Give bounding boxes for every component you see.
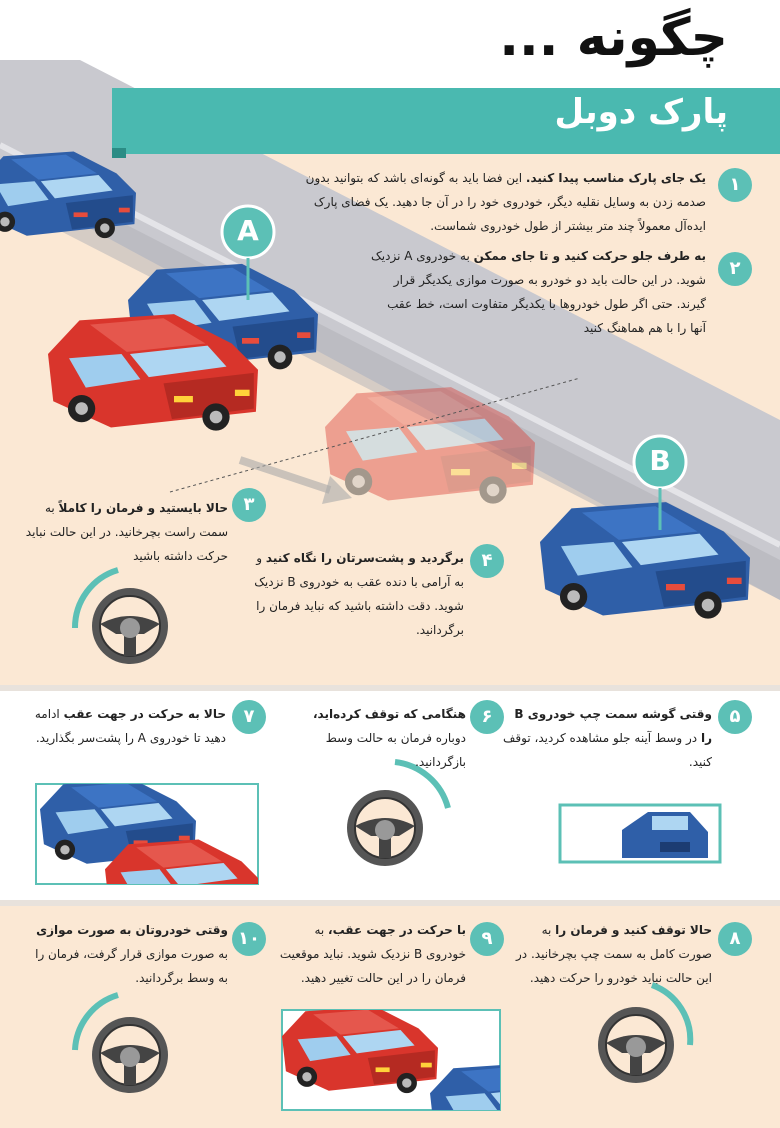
step-8-body: به صورت کامل به سمت چپ بچرخانید. در این حالت نباید خودرو را حرکت دهید. [516, 923, 712, 985]
step-3-body: به سمت راست بچرخانید. در این حالت نباید حرکت داشته باشید [25, 501, 228, 563]
steering-wheel-icon [92, 1017, 168, 1093]
step-number-7: ۷ [232, 700, 266, 734]
step-1-text [280, 166, 706, 238]
step-9-text [272, 918, 466, 990]
step-3-bold: حالا بایستید و فرمان را کاملاً [58, 501, 228, 515]
step-number-8: ۸ [718, 922, 752, 956]
step-2-body: به خودروی A نزدیک شوید. در این حالت باید دو خودرو به صورت موازی یکدیگر قرار گیرند. حتی اگر طول خودروها با یکدیگر متفاوت است، خط عقب آنها را با هم هماهنگ کنید [371, 249, 706, 335]
inset-step-9 [282, 1007, 586, 1128]
step-number-4: ۴ [470, 544, 504, 578]
step-1-bold: یک جای پارک مناسب پیدا کنید. [525, 171, 706, 185]
step-6-bold: هنگامی که توقف کرده‌اید، [312, 707, 466, 721]
step-2-text [370, 244, 706, 340]
step-6-text [288, 702, 466, 774]
step-10-text [30, 918, 228, 990]
steering-wheel-icon [92, 588, 168, 664]
step-8-bold: حالا توقف کنید و فرمان را [555, 923, 712, 937]
step-4-text [248, 546, 464, 642]
step-10-bold: وقتی خودروتان به صورت موازی [36, 923, 228, 937]
step-7-text [30, 702, 226, 750]
step-number-5: ۵ [718, 700, 752, 734]
step-6-body: دوباره فرمان به حالت وسط بازگردانید. [325, 731, 466, 769]
steering-wheel-icon [598, 1007, 674, 1083]
inset-step-7 [36, 780, 261, 927]
page-subtitle: پارک دوبل [554, 92, 728, 132]
step-number-10: ۱۰ [232, 922, 266, 956]
step-5-text [500, 702, 712, 774]
banner-fold [112, 148, 126, 158]
marker-b-label: B [649, 444, 671, 477]
step-5-body: در وسط آینه جلو مشاهده کردید، توقف کنید. [502, 731, 712, 769]
step-7-body: ادامه دهید تا خودروی A را پشت‌سر بگذارید. [34, 707, 226, 745]
step-4-bold: برگردید و پشت‌سرتان را نگاه کنید [265, 551, 464, 565]
step-10-body: به صورت موازی قرار گرفت، فرمان را به وسط برگردانید. [35, 947, 228, 985]
step-number-9: ۹ [470, 922, 504, 956]
page-title: چگونه ... [499, 8, 728, 68]
step-number-2: ۲ [718, 252, 752, 286]
step-3-text [20, 496, 228, 568]
mirror-view [560, 805, 720, 862]
step-8-text [510, 918, 712, 990]
step-9-body: به خودروی B نزدیک شوید. نباید موقعیت فرمان را در این حالت تغییر دهید. [279, 923, 466, 985]
step-2-bold: به طرف جلو حرکت کنید و تا جای ممکن [473, 249, 706, 263]
step-7-bold: حالا به حرکت در جهت عقب [63, 707, 226, 721]
marker-a-label: A [237, 214, 259, 247]
steering-wheel-icon [347, 790, 423, 866]
step-1-body: این فضا باید به گونه‌ای باشد که بتوانید بدون صدمه زدن به وسایل نقلیه دیگر، خودروی خود را در آن جا دهید. یک فضای پارک ایده‌آل معمولاً چند متر بیشتر از طول خودروی شماست. [305, 171, 706, 233]
step-9-bold: با حرکت در جهت عقب، [328, 923, 466, 937]
motion-arrow [240, 460, 330, 490]
step-number-6: ۶ [470, 700, 504, 734]
step-4-body: و به آرامی با دنده عقب به خودروی B نزدیک شوید. دقت داشته باشید که نباید فرمان را برگردانید. [254, 551, 464, 637]
step-number-3: ۳ [232, 488, 266, 522]
step-number-1: ۱ [718, 168, 752, 202]
step-5-bold: وقتی گوشه سمت چپ خودروی B را [514, 707, 712, 745]
